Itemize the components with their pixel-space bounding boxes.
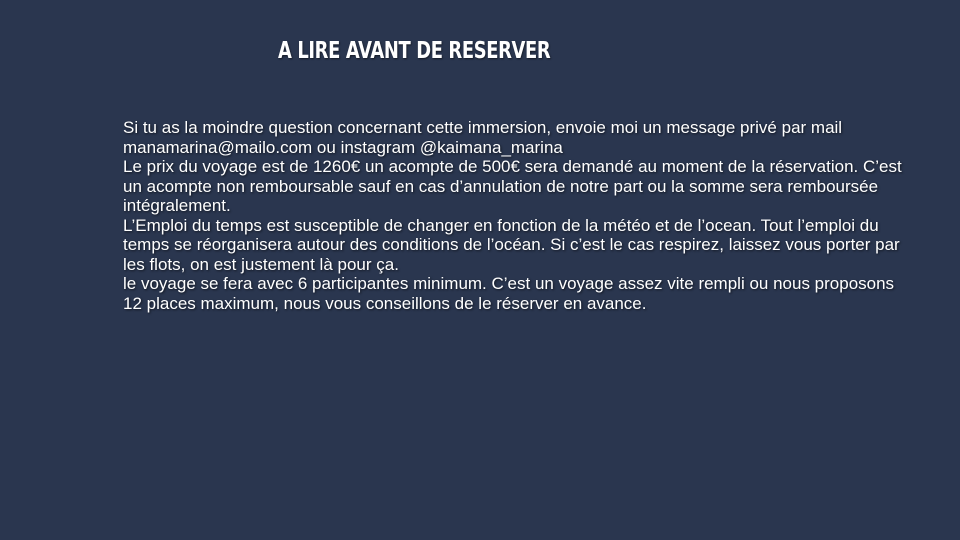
info-text-block <box>123 118 903 313</box>
contact-paragraph: Si tu as la moindre question concernant cette immersion, envoie moi un message privé par mail manamarina@mailo.com ou instagram @kaimana_marina <box>123 118 843 157</box>
participants-paragraph: le voyage se fera avec 6 participantes minimum. C’est un voyage assez vite rempli ou nous proposons 12 places maximum, nous vous conseillons de le réserver en avance. <box>123 274 895 313</box>
schedule-paragraph: L’Emploi du temps est susceptible de changer en fonction de la météo et de l’ocean. Tout l’emploi du temps se réorganisera autour des conditions de l’océan. Si c’est le cas respirez, laissez vous porter par les flots, on est justement là pour ça. <box>123 215 900 274</box>
slide-title: A LIRE AVANT DE RESERVER <box>278 38 551 64</box>
price-paragraph: Le prix du voyage est de 1260€ un acompte de 500€ sera demandé au moment de la réservation. C’est un acompte non remboursable sauf en cas d’annulation de notre part ou la somme sera remboursée intégralement. <box>123 157 902 215</box>
